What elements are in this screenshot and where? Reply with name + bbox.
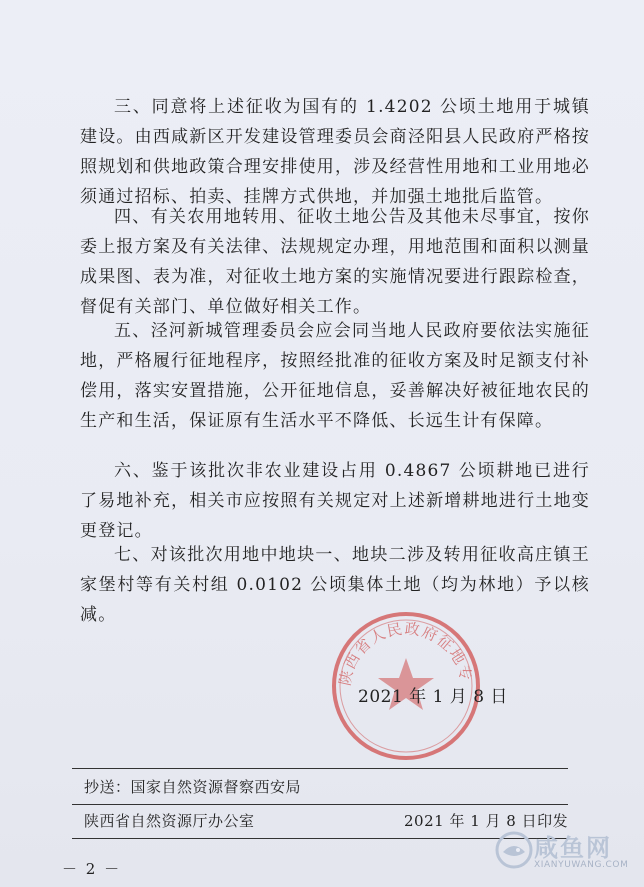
paragraph-6: 六、鉴于该批次非农业建设占用 0.4867 公顷耕地已进行了易地补充，相关市应按照有关规定对上述新增耕地进行土地变更登记。 xyxy=(80,461,590,541)
paragraph-4: 四、有关农用地转用、征收土地公告及其他未尽事宜，按你委上报方案及有关法律、法规规定办理，用地范围和面积以测量成果图、表为准，对征收土地方案的实施情况要进行跟踪检查，督促有关部门、单位做好相关工作。 xyxy=(80,207,590,317)
print-date: 2021 年 1 月 8 日印发 xyxy=(404,812,569,830)
issuing-office: 陕西省自然资源厅办公室 xyxy=(84,812,255,830)
seal-text: 陕西省人民政府征地专 xyxy=(335,619,476,688)
watermark-url: XIANYUWANG.COM xyxy=(534,860,629,870)
page-number: － 2 － xyxy=(62,860,122,878)
watermark xyxy=(494,826,634,878)
watermark-logo-icon xyxy=(494,830,534,870)
paragraph-3: 三、同意将上述征收为国有的 1.4202 公顷土地用于城镇建设。由西咸新区开发建设管理委员会商泾阳县人民政府严格按照规划和供地政策合理安排使用，涉及经营性用地和工业用地必须通过招标、拍卖、挂牌方式供地，并加强土地批后监管。 xyxy=(80,97,590,207)
signature-date: 2021 年 1 月 8 日 xyxy=(358,687,508,707)
paragraph-5: 五、泾河新城管理委员会应会同当地人民政府要依法实施征地，严格履行征地程序，按照经批准的征收方案及时足额支付补偿用，落实安置措施，公开征地信息，妥善解决好被征地农民的生产和生活，保证原有生活水平不降低、长远生计有保障。 xyxy=(80,321,590,431)
footer-divider-top xyxy=(72,768,568,769)
cc-line: 抄送：国家自然资源督察西安局 xyxy=(84,778,302,796)
watermark-name: 咸鱼网 xyxy=(534,834,612,862)
footer-divider-middle xyxy=(72,804,568,805)
paragraph-7: 七、对该批次用地中地块一、地块二涉及转用征收高庄镇王家堡村等有关村组 0.0102 公顷集体土地（均为林地）予以核减。 xyxy=(80,545,590,625)
